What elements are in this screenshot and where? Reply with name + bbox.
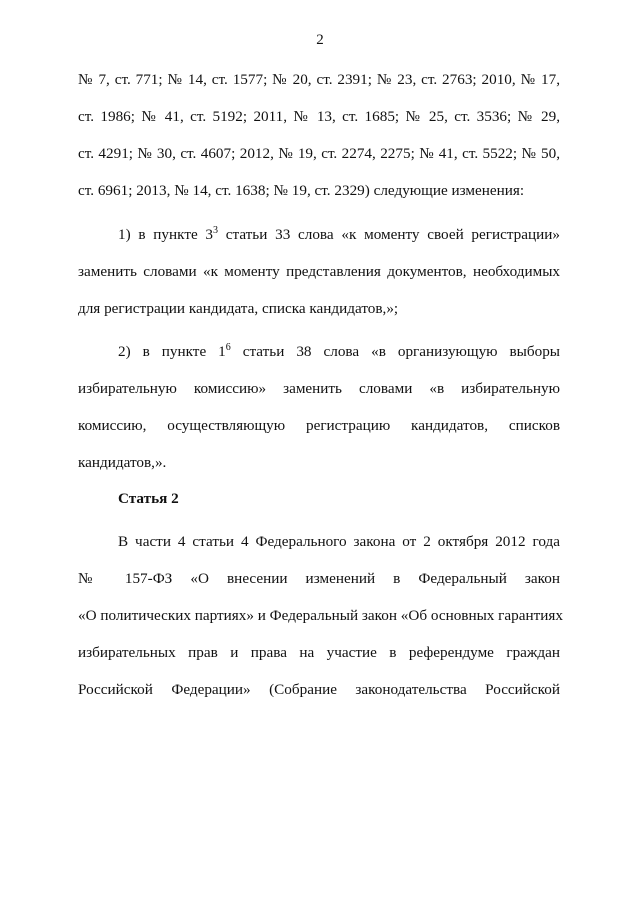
item-1-first-line: [118, 225, 560, 245]
item-2-suffix: статьи 38 слова «в организующую выборы: [230, 343, 560, 360]
item-1-suffix: статьи 33 слова «к моменту своей регистрации»: [218, 226, 560, 243]
text-line: избирательных прав и права на участие в референдуме граждан: [78, 644, 560, 661]
text-line: избирательную комиссию» заменить словами «в избирательную: [78, 380, 560, 397]
item-2-first-line: [118, 342, 560, 362]
text-line: Российской Федерации» (Собрание законодательства Российской: [78, 681, 560, 698]
article-heading: Статья 2: [118, 490, 179, 507]
text-line: № 7, ст. 771; № 14, ст. 1577; № 20, ст. 2391; № 23, ст. 2763; 2010, № 17,: [78, 71, 560, 88]
text-line: ст. 6961; 2013, № 14, ст. 1638; № 19, ст. 2329) следующие изменения:: [78, 182, 525, 199]
item-2-prefix: 2) в пункте 1: [118, 343, 226, 360]
text-line: В части 4 статьи 4 Федерального закона от 2 октября 2012 года: [118, 533, 560, 550]
text-line: № 157-ФЗ «О внесении изменений в Федеральный закон: [78, 570, 560, 587]
text-line: комиссию, осуществляющую регистрацию кандидатов, списков: [78, 417, 560, 434]
item-1-prefix: 1) в пункте 3: [118, 226, 214, 243]
text-line: «О политических партиях» и Федеральный закон «Об основных гарантиях: [78, 607, 563, 624]
item-2-superscript: 6: [225, 342, 231, 353]
text-line: ст. 1986; № 41, ст. 5192; 2011, № 13, ст. 1685; № 25, ст. 3536; № 29,: [78, 108, 560, 125]
text-line: заменить словами «к моменту представления документов, необходимых: [78, 263, 560, 280]
item-1-superscript: 3: [213, 225, 219, 236]
page-number: 2: [316, 32, 324, 48]
text-line: ст. 4291; № 30, ст. 4607; 2012, № 19, ст. 2274, 2275; № 41, ст. 5522; № 50,: [78, 145, 560, 162]
text-line: кандидатов,».: [78, 454, 167, 471]
text-line: для регистрации кандидата, списка кандидатов,»;: [78, 300, 399, 317]
